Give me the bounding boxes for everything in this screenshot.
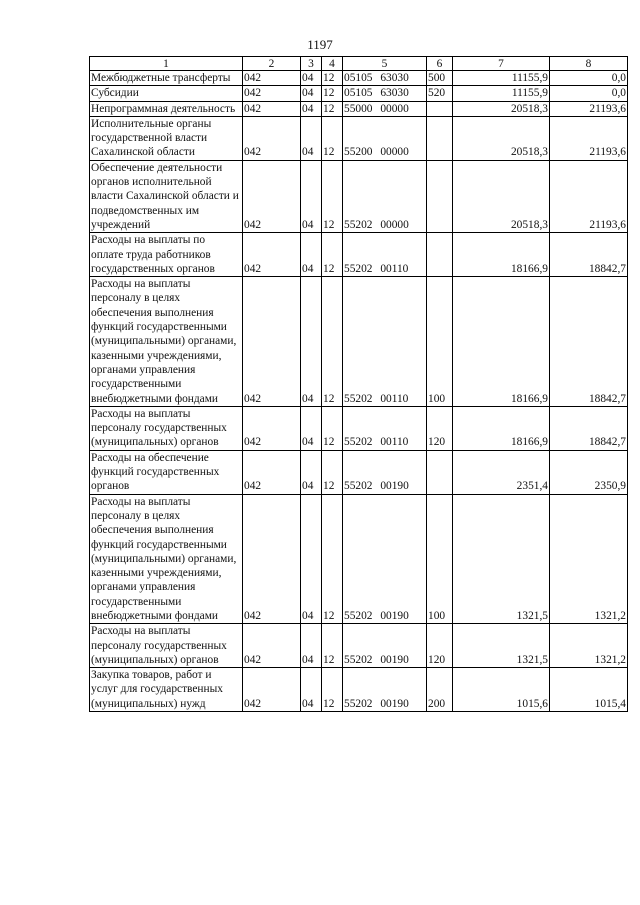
row-amount-col8-cell: 18842,7 [550,277,628,407]
row-subsection-cell: 12 [322,450,343,494]
row-amount-col7-cell: 18166,9 [453,233,550,277]
row-target-article-cell: 55202 00190 [343,668,427,712]
row-name-cell: Расходы на выплаты персоналу в целях обеспечения выполнения функций государственными (муниципальными) органами, казенными учреждениями, органами управления государственными внебюджетными фондами [90,494,243,624]
row-section-cell: 04 [301,277,322,407]
row-target-article-cell: 55000 00000 [343,101,427,116]
column-header: 6 [427,57,453,71]
table-row [90,116,628,160]
row-expense-type-cell [427,160,453,232]
row-section-cell: 04 [301,116,322,160]
row-amount-col7-cell: 20518,3 [453,116,550,160]
table-row [90,160,628,232]
row-target-article-cell: 05105 63030 [343,71,427,86]
row-subsection-cell: 12 [322,624,343,668]
table-row [90,233,628,277]
row-section-cell: 04 [301,450,322,494]
row-amount-col7-cell: 11155,9 [453,86,550,101]
row-name-cell: Расходы на выплаты персоналу государственных (муниципальных) органов [90,406,243,450]
row-name-cell: Субсидии [90,86,243,101]
row-subsection-cell: 12 [322,233,343,277]
row-expense-type-cell: 120 [427,406,453,450]
row-expense-type-cell: 500 [427,71,453,86]
row-grbs-cell: 042 [243,233,301,277]
row-name-cell: Закупка товаров, работ и услуг для государственных (муниципальных) нужд [90,668,243,712]
column-header: 2 [243,57,301,71]
row-expense-type-cell [427,233,453,277]
row-subsection-cell: 12 [322,160,343,232]
row-grbs-cell: 042 [243,71,301,86]
column-header: 1 [90,57,243,71]
row-subsection-cell: 12 [322,668,343,712]
row-section-cell: 04 [301,101,322,116]
row-target-article-cell: 55202 00190 [343,450,427,494]
row-amount-col7-cell: 1015,6 [453,668,550,712]
row-target-article-cell: 55202 00190 [343,624,427,668]
row-target-article-cell: 05105 63030 [343,86,427,101]
column-header: 7 [453,57,550,71]
row-grbs-cell: 042 [243,116,301,160]
row-amount-col8-cell: 1321,2 [550,624,628,668]
row-name-cell: Расходы на выплаты персоналу государственных (муниципальных) органов [90,624,243,668]
row-amount-col7-cell: 11155,9 [453,71,550,86]
row-grbs-cell: 042 [243,494,301,624]
row-grbs-cell: 042 [243,668,301,712]
table-row [90,71,628,86]
table-row [90,406,628,450]
row-subsection-cell: 12 [322,406,343,450]
row-expense-type-cell: 520 [427,86,453,101]
row-target-article-cell: 55202 00110 [343,406,427,450]
row-expense-type-cell [427,101,453,116]
row-section-cell: 04 [301,668,322,712]
row-subsection-cell: 12 [322,71,343,86]
row-amount-col7-cell: 18166,9 [453,406,550,450]
row-grbs-cell: 042 [243,277,301,407]
row-section-cell: 04 [301,494,322,624]
table-row [90,494,628,624]
row-name-cell: Расходы на обеспечение функций государственных органов [90,450,243,494]
row-section-cell: 04 [301,160,322,232]
table-row [90,668,628,712]
row-target-article-cell: 55200 00000 [343,116,427,160]
row-section-cell: 04 [301,86,322,101]
row-section-cell: 04 [301,71,322,86]
row-target-article-cell: 55202 00190 [343,494,427,624]
row-amount-col8-cell: 18842,7 [550,233,628,277]
row-expense-type-cell: 100 [427,494,453,624]
table-row [90,277,628,407]
table-header-row [90,57,628,71]
row-amount-col8-cell: 21193,6 [550,160,628,232]
row-amount-col8-cell: 1015,4 [550,668,628,712]
row-name-cell: Обеспечение деятельности органов исполнительной власти Сахалинской области и подведомственных им учреждений [90,160,243,232]
column-header: 4 [322,57,343,71]
row-expense-type-cell [427,450,453,494]
row-amount-col8-cell: 1321,2 [550,494,628,624]
row-name-cell: Исполнительные органы государственной власти Сахалинской области [90,116,243,160]
row-expense-type-cell: 100 [427,277,453,407]
row-target-article-cell: 55202 00110 [343,233,427,277]
table-row [90,101,628,116]
row-amount-col8-cell: 0,0 [550,86,628,101]
column-header: 5 [343,57,427,71]
row-section-cell: 04 [301,406,322,450]
page-number: 1197 [307,37,333,52]
row-grbs-cell: 042 [243,86,301,101]
row-target-article-cell: 55202 00110 [343,277,427,407]
row-grbs-cell: 042 [243,160,301,232]
row-subsection-cell: 12 [322,494,343,624]
table-row [90,86,628,101]
row-subsection-cell: 12 [322,277,343,407]
row-amount-col7-cell: 2351,4 [453,450,550,494]
row-name-cell: Непрограммная деятельность [90,101,243,116]
row-expense-type-cell: 200 [427,668,453,712]
row-section-cell: 04 [301,233,322,277]
budget-table [89,56,628,712]
row-grbs-cell: 042 [243,450,301,494]
row-amount-col8-cell: 21193,6 [550,116,628,160]
row-section-cell: 04 [301,624,322,668]
row-amount-col7-cell: 20518,3 [453,160,550,232]
row-grbs-cell: 042 [243,101,301,116]
row-subsection-cell: 12 [322,86,343,101]
row-subsection-cell: 12 [322,116,343,160]
row-name-cell: Расходы на выплаты персоналу в целях обеспечения выполнения функций государственными (муниципальными) органами, казенными учреждениями, органами управления государственными внебюджетными фондами [90,277,243,407]
row-subsection-cell: 12 [322,101,343,116]
row-expense-type-cell [427,116,453,160]
row-amount-col7-cell: 18166,9 [453,277,550,407]
row-grbs-cell: 042 [243,624,301,668]
table-row [90,450,628,494]
row-amount-col8-cell: 0,0 [550,71,628,86]
table-row [90,624,628,668]
row-amount-col8-cell: 2350,9 [550,450,628,494]
column-header: 8 [550,57,628,71]
row-amount-col8-cell: 18842,7 [550,406,628,450]
row-name-cell: Межбюджетные трансферты [90,71,243,86]
row-amount-col7-cell: 20518,3 [453,101,550,116]
row-amount-col7-cell: 1321,5 [453,494,550,624]
column-header: 3 [301,57,322,71]
row-amount-col7-cell: 1321,5 [453,624,550,668]
row-expense-type-cell: 120 [427,624,453,668]
row-name-cell: Расходы на выплаты по оплате труда работников государственных органов [90,233,243,277]
row-amount-col8-cell: 21193,6 [550,101,628,116]
row-target-article-cell: 55202 00000 [343,160,427,232]
row-grbs-cell: 042 [243,406,301,450]
